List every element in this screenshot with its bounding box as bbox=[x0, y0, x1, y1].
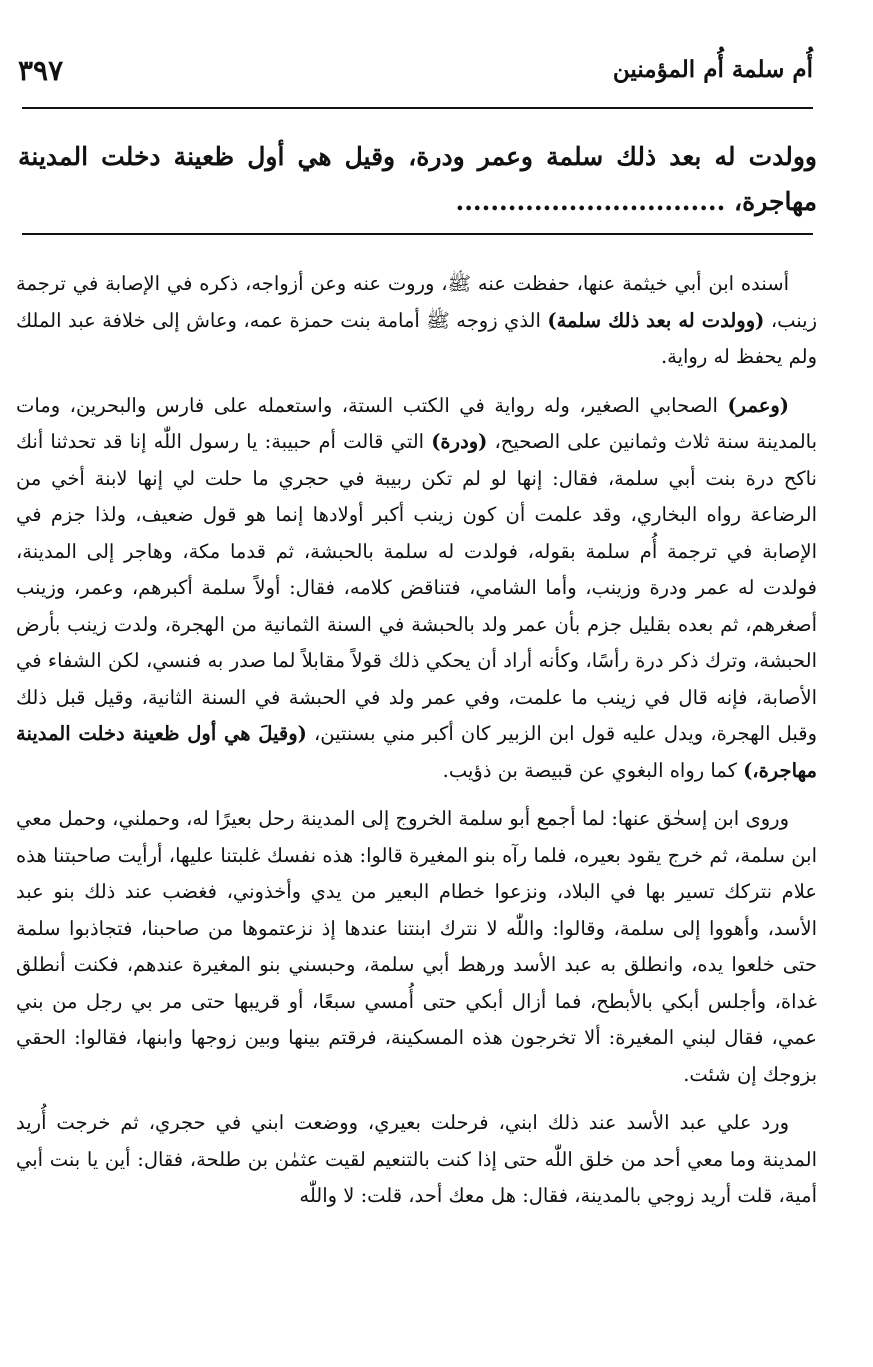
quoted-main-text: (ودرة) bbox=[431, 430, 488, 453]
page-header bbox=[18, 54, 813, 94]
quoted-main-text: (وعمر) bbox=[727, 393, 789, 417]
commentary-paragraph-1 bbox=[16, 266, 817, 376]
quoted-main-text: (وولدت له بعد ذلك سلمة) bbox=[547, 308, 765, 332]
header-rule bbox=[22, 107, 813, 109]
text-run: كما رواه البغوي عن قبيصة بن ذؤيب. bbox=[442, 758, 744, 782]
main-text-rule bbox=[22, 233, 813, 235]
page-number: ٣٩٧ bbox=[18, 54, 64, 87]
text-run: التي قالت أم حبيبة: يا رسول اللّٰه إنا قد تحدثنا أنك ناكح درة بنت أبي سلمة، فقال: إنها لو لم تكن ربيبة في حجري ما حلت لي إنها لابنة أخي من الرضاعة رواه البخاري، وقد علمت أن كون زينب أكبر أولادها إنما هو قول ضعيف، ولذا جزم في الإصابة في ترجمة أُم سلمة بقوله، فولدت له سلمة بالحبشة، ثم قدما مكة، وهاجر إلى المدينة، فولدت له عمر ودرة وزينب، وأما الشامي، فتناقض كلامه، فقال: أولاً سلمة أكبرهم، وعمر، وزينب أصغرهم، ثم بعده بقليل جزم بأن عمر ولد بالحبشة في السنة الثمانية من الهجرة، ولدت زينب بأرض الحبشة، وترك ذكر درة رأسًا، وكأنه أراد أن يحكي ذلك قولاً مقابلاً لما صدر به فنسي، لكن الشفاء في الأصابة، فإنه قال في زينب ما علمت، وفي عمر ولد في الحبشة في السنة الثانية، وقيل قبل ذلك وقبل الهجرة، ويدل عليه قول ابن الزبير كان أكبر مني بسنتين، bbox=[16, 430, 818, 745]
main-text-line: وولدت له بعد ذلك سلمة وعمر ودرة، وقيل هي أول ظعينة دخلت المدينة مهاجرة، bbox=[18, 142, 817, 216]
dotted-leader: ............................... bbox=[455, 187, 726, 216]
running-title: أُم سلمة أُم المؤمنين bbox=[612, 56, 813, 83]
main-text bbox=[18, 134, 817, 224]
text-run: أسنده ابن أبي خيثمة عنها، حفظت عنه ﷺ، وروت عنه وعن أزواجه، ذكره في الإصابة في ترجمة زينب، bbox=[16, 272, 817, 332]
text-run: الذي زوجه ﷺ أمامة بنت حمزة عمه، وعاش إلى خلافة عبد الملك ولم يحفظ له رواية. bbox=[16, 308, 817, 368]
quoted-main-text: (وقيلَ هي أول ظعينة دخلت المدينة مهاجرة،) bbox=[16, 722, 817, 782]
commentary-paragraph-3: وروى ابن إسحٰق عنها: لما أجمع أبو سلمة الخروج إلى المدينة رحل بعيرًا له، وحملني، وحمل معي ابن سلمة، ثم خرج يقود بعيره، فلما رآه بنو المغيرة قالوا: هذه نفسك غلبتنا عليها، أرأيت صاحبتنا هذه علام نتركك تسير بها في البلاد، ونزعوا خطام البعير من يدي وأخذوني، فغضب عند ذلك بنو عبد الأسد، وأهووا إلى سلمة، وقالوا: واللّٰه لا نترك ابنتنا عندها إذ نزعتموها من صاحبنا، فتجاذبوا سلمة حتى خلعوا يده، وانطلق به عبد الأسد ورهط أبي سلمة، وحبسني بنو المغيرة عندهم، فكنت أنطلق غداة، وأجلس أبكي بالأبطح، فما أزال أبكي حتى أُمسي سبعًا، أو قريبها حتى مر بي رجل من بني عمي، فقال لبني المغيرة: ألا تخرجون هذه المسكينة، فرقتم بينها وبين زوجها وابنها، فقالوا: الحقي بزوجك إن شئت. bbox=[16, 807, 817, 1086]
text-run: الصحابي الصغير، وله رواية في الكتب الستة، واستعمله على فارس والبحرين، ومات بالمدينة سنة ثلاث وثمانين على الصحيح، bbox=[16, 393, 817, 453]
commentary-paragraph-2 bbox=[16, 388, 817, 790]
commentary-section bbox=[16, 266, 817, 1227]
commentary-paragraph-4: ورد علي عبد الأسد عند ذلك ابني، فرحلت بعيري، ووضعت ابني في حجري، ثم خرجت أُريد المدينة وما معي أحد من خلق اللّٰه حتى إذا كنت بالتنعيم لقيت عثمٰن بن طلحة، فقال: أين يا بنت أبي أمية، قلت أريد زوجي بالمدينة، فقال: هل معك أحد، قلت: لا واللّٰه bbox=[16, 1111, 817, 1207]
